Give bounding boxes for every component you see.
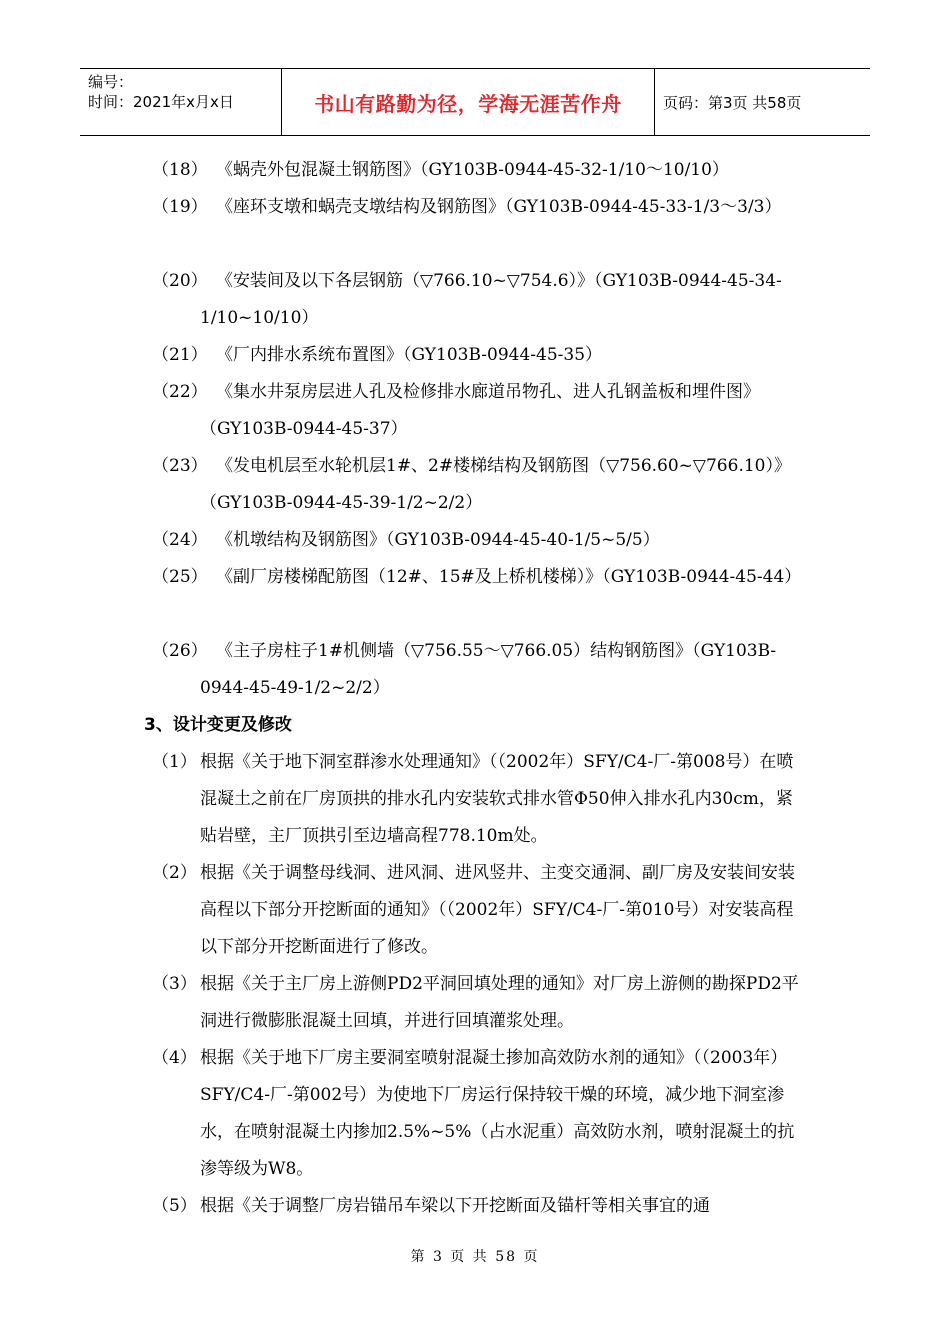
item-text: 《厂内排水系统布置图》（GY103B-0944-45-35） — [216, 345, 603, 365]
list-item — [152, 152, 804, 189]
item-number: （1） — [152, 752, 197, 772]
list-item — [152, 1188, 804, 1225]
list-item — [152, 633, 804, 707]
item-text: 《主子房柱子1#机侧墙（▽756.55～▽766.05）结构钢筋图》（GY103B-0944-45-49-1/2~2/2） — [200, 641, 777, 698]
header-meta — [80, 69, 281, 135]
list-item — [152, 559, 804, 596]
item-text: 根据《关于地下厂房主要洞室喷射混凝土掺加高效防水剂的通知》（（2003年）SFY/C4-厂-第002号）为使地下厂房运行保持较干燥的环境，减少地下洞室渗水，在喷射混凝土内掺加2.5%~5%（占水泥重）高效防水剂，喷射混凝土的抗渗等级为W8。 — [200, 1048, 795, 1179]
page-footer: 第 3 页 共 58 页 — [410, 1249, 540, 1265]
header-motto-cell — [281, 69, 655, 135]
item-number: （25） — [152, 567, 208, 587]
item-number: （18） — [152, 160, 208, 180]
list-item — [152, 263, 804, 337]
doc-date: 时间：2021年x月x日 — [88, 93, 234, 111]
list-item — [152, 744, 804, 855]
item-number: （21） — [152, 345, 208, 365]
item-number: （5） — [152, 1196, 197, 1216]
header-page-info: 页码：第3页 共58页 — [663, 93, 802, 112]
list-item — [152, 966, 804, 1040]
item-text: 《集水井泵房层进人孔及检修排水廊道吊物孔、进人孔钢盖板和埋件图》（GY103B-0944-45-37） — [200, 382, 760, 439]
list-item — [152, 1040, 804, 1188]
item-text: 《副厂房楼梯配筋图（12#、15#及上桥机楼梯）》（GY103B-0944-45-44） — [216, 567, 802, 587]
item-number: （19） — [152, 197, 208, 217]
item-text: 《蜗壳外包混凝土钢筋图》（GY103B-0944-45-32-1/10～10/10） — [216, 160, 729, 180]
item-number: （2） — [152, 863, 197, 883]
item-number: （26） — [152, 641, 208, 661]
item-number: （24） — [152, 530, 208, 550]
list-item — [152, 855, 804, 966]
item-text: 根据《关于调整厂房岩锚吊车梁以下开挖断面及锚杆等相关事宜的通 — [200, 1196, 710, 1216]
item-text: 根据《关于主厂房上游侧PD2平洞回填处理的通知》对厂房上游侧的勘探PD2平洞进行微膨胀混凝土回填，并进行回填灌浆处理。 — [200, 974, 799, 1031]
header-motto: 书山有路勤为径，学海无涯苦作舟 — [314, 91, 622, 116]
item-text: 《安装间及以下各层钢筋（▽766.10~▽754.6）》（GY103B-0944-45-34-1/10~10/10） — [200, 271, 782, 328]
item-text: 《发电机层至水轮机层1#、2#楼梯结构及钢筋图（▽756.60~▽766.10）》（GY103B-0944-45-39-1/2~2/2） — [200, 456, 791, 513]
section-heading: 3、设计变更及修改 — [144, 715, 292, 735]
list-item — [152, 448, 804, 522]
item-text: 《机墩结构及钢筋图》（GY103B-0944-45-40-1/5~5/5） — [216, 530, 660, 550]
list-item — [152, 522, 804, 559]
item-text: 根据《关于调整母线洞、进风洞、进风竖井、主变交通洞、副厂房及安装间安装高程以下部分开挖断面的通知》（（2002年）SFY/C4-厂-第010号）对安装高程以下部分开挖断面进行了修改。 — [200, 863, 795, 957]
page-header — [80, 68, 870, 136]
item-number: （4） — [152, 1048, 197, 1068]
item-text: 根据《关于地下洞室群渗水处理通知》（（2002年）SFY/C4-厂-第008号）在喷混凝土之前在厂房顶拱的排水孔内安装软式排水管Φ50伸入排水孔内30cm，紧贴岩壁，主厂顶拱引至边墙高程778.10m处。 — [200, 752, 794, 846]
item-number: （3） — [152, 974, 197, 994]
list-item — [152, 374, 804, 448]
item-number: （23） — [152, 456, 208, 476]
item-number: （20） — [152, 271, 208, 291]
list-item — [152, 189, 804, 226]
item-number: （22） — [152, 382, 208, 402]
item-text: 《座环支墩和蜗壳支墩结构及钢筋图》（GY103B-0944-45-33-1/3～3/3） — [216, 197, 782, 217]
list-item — [152, 337, 804, 374]
doc-number-label: 编号： — [88, 73, 134, 91]
